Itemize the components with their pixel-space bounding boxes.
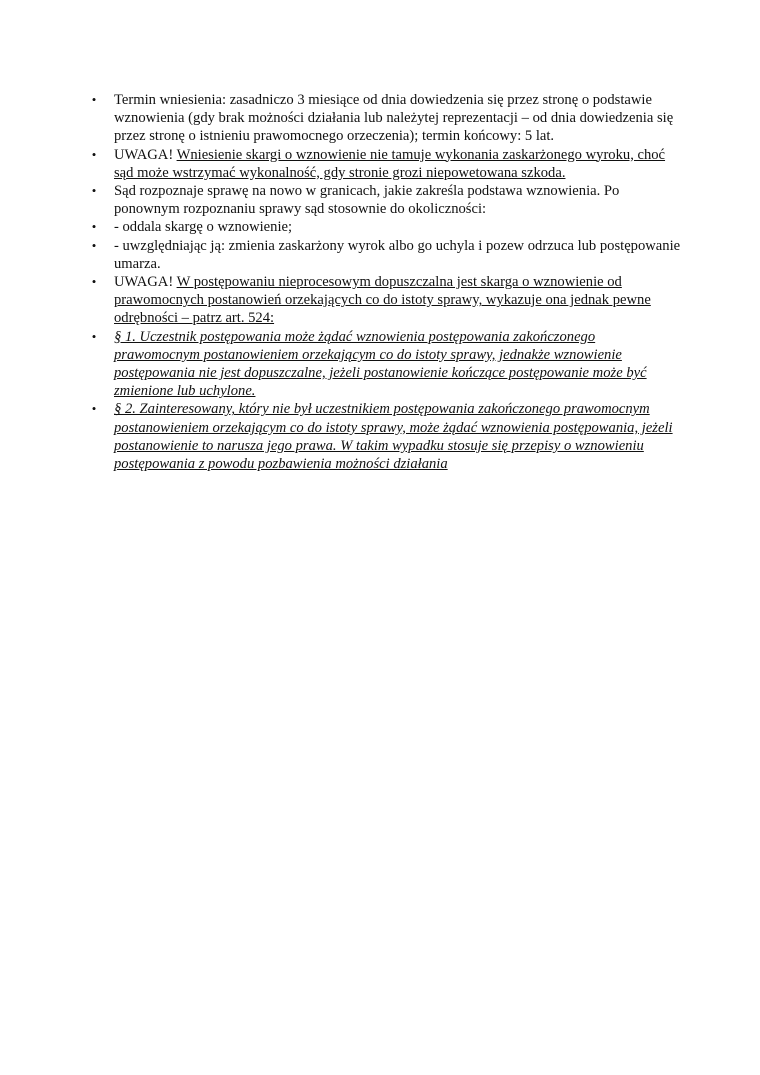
list-item: [84, 218, 684, 236]
list-item: [84, 237, 684, 273]
item-text: Termin wniesienia: zasadniczo 3 miesiące od dnia dowiedzenia się przez stronę o podstawie wznowienia (gdy brak możności działania lub należytej reprezentacji – od dnia dowiedzenia się przez stronę o istnieniu prawomocnego orzeczenia); termin końcowy: 5 lat.: [114, 92, 674, 145]
item-lead: UWAGA!: [114, 274, 174, 291]
bullet-icon: •: [91, 274, 97, 290]
item-underlined-text: W postępowaniu nieprocesowym dopuszczalna jest skarga o wznowienie od prawomocnych postanowień orzekających co do istoty sprawy, wykazuje ona jednak pewne odrębności – patrz art. 524:: [114, 274, 651, 327]
item-underlined-text: Wniesienie skargi o wznowienie nie tamuje wykonania zaskarżonego wyroku, choć sąd może wstrzymać wykonalność, gdy stronie grozi niepowetowana szkoda.: [114, 146, 666, 181]
bullet-icon: •: [91, 328, 97, 344]
document-body: [84, 91, 684, 473]
list-item: [84, 273, 684, 328]
bullet-icon: •: [91, 92, 97, 107]
list-item: [84, 400, 684, 473]
item-italic-quote: § 2. Zainteresowany, który nie był uczestnikiem postępowania zakończonego prawomocnym postanowieniem orzekającym co do istoty sprawy, może żądać wznowienia postępowania, jeżeli postanowienie to narusza jego prawa. W takim wypadku stosuje się przepisy o wznowieniu postępowania z powodu pozbawienia możności działania: [114, 401, 673, 473]
list-item: [84, 146, 684, 182]
bullet-icon: •: [91, 146, 97, 162]
item-text: Sąd rozpoznaje sprawę na nowo w granicach, jakie zakreśla podstawa wznowienia. Po ponownym rozpoznaniu sprawy sąd stosownie do okoliczności:: [114, 183, 620, 218]
bullet-icon: •: [91, 401, 97, 417]
bullet-icon: •: [91, 219, 97, 235]
bullet-list: [84, 91, 684, 473]
item-text: - uwzględniając ją: zmienia zaskarżony wyrok albo go uchyla i pozew odrzuca lub postępowanie umarza.: [114, 237, 681, 272]
item-lead: UWAGA!: [114, 146, 174, 163]
item-text: - oddala skargę o wznowienie;: [114, 219, 293, 236]
list-item: [84, 182, 684, 218]
bullet-icon: •: [91, 237, 97, 253]
list-item: [84, 91, 684, 146]
item-italic-quote: § 1. Uczestnik postępowania może żądać wznowienia postępowania zakończonego prawomocnym postanowieniem orzekającym co do istoty sprawy, jednakże wznowienie postępowania nie jest dopuszczalne, jeżeli postanowienie kończące postępowanie może być zmienione lub uchylone.: [114, 328, 647, 400]
list-item: [84, 328, 684, 401]
bullet-icon: •: [91, 183, 97, 199]
